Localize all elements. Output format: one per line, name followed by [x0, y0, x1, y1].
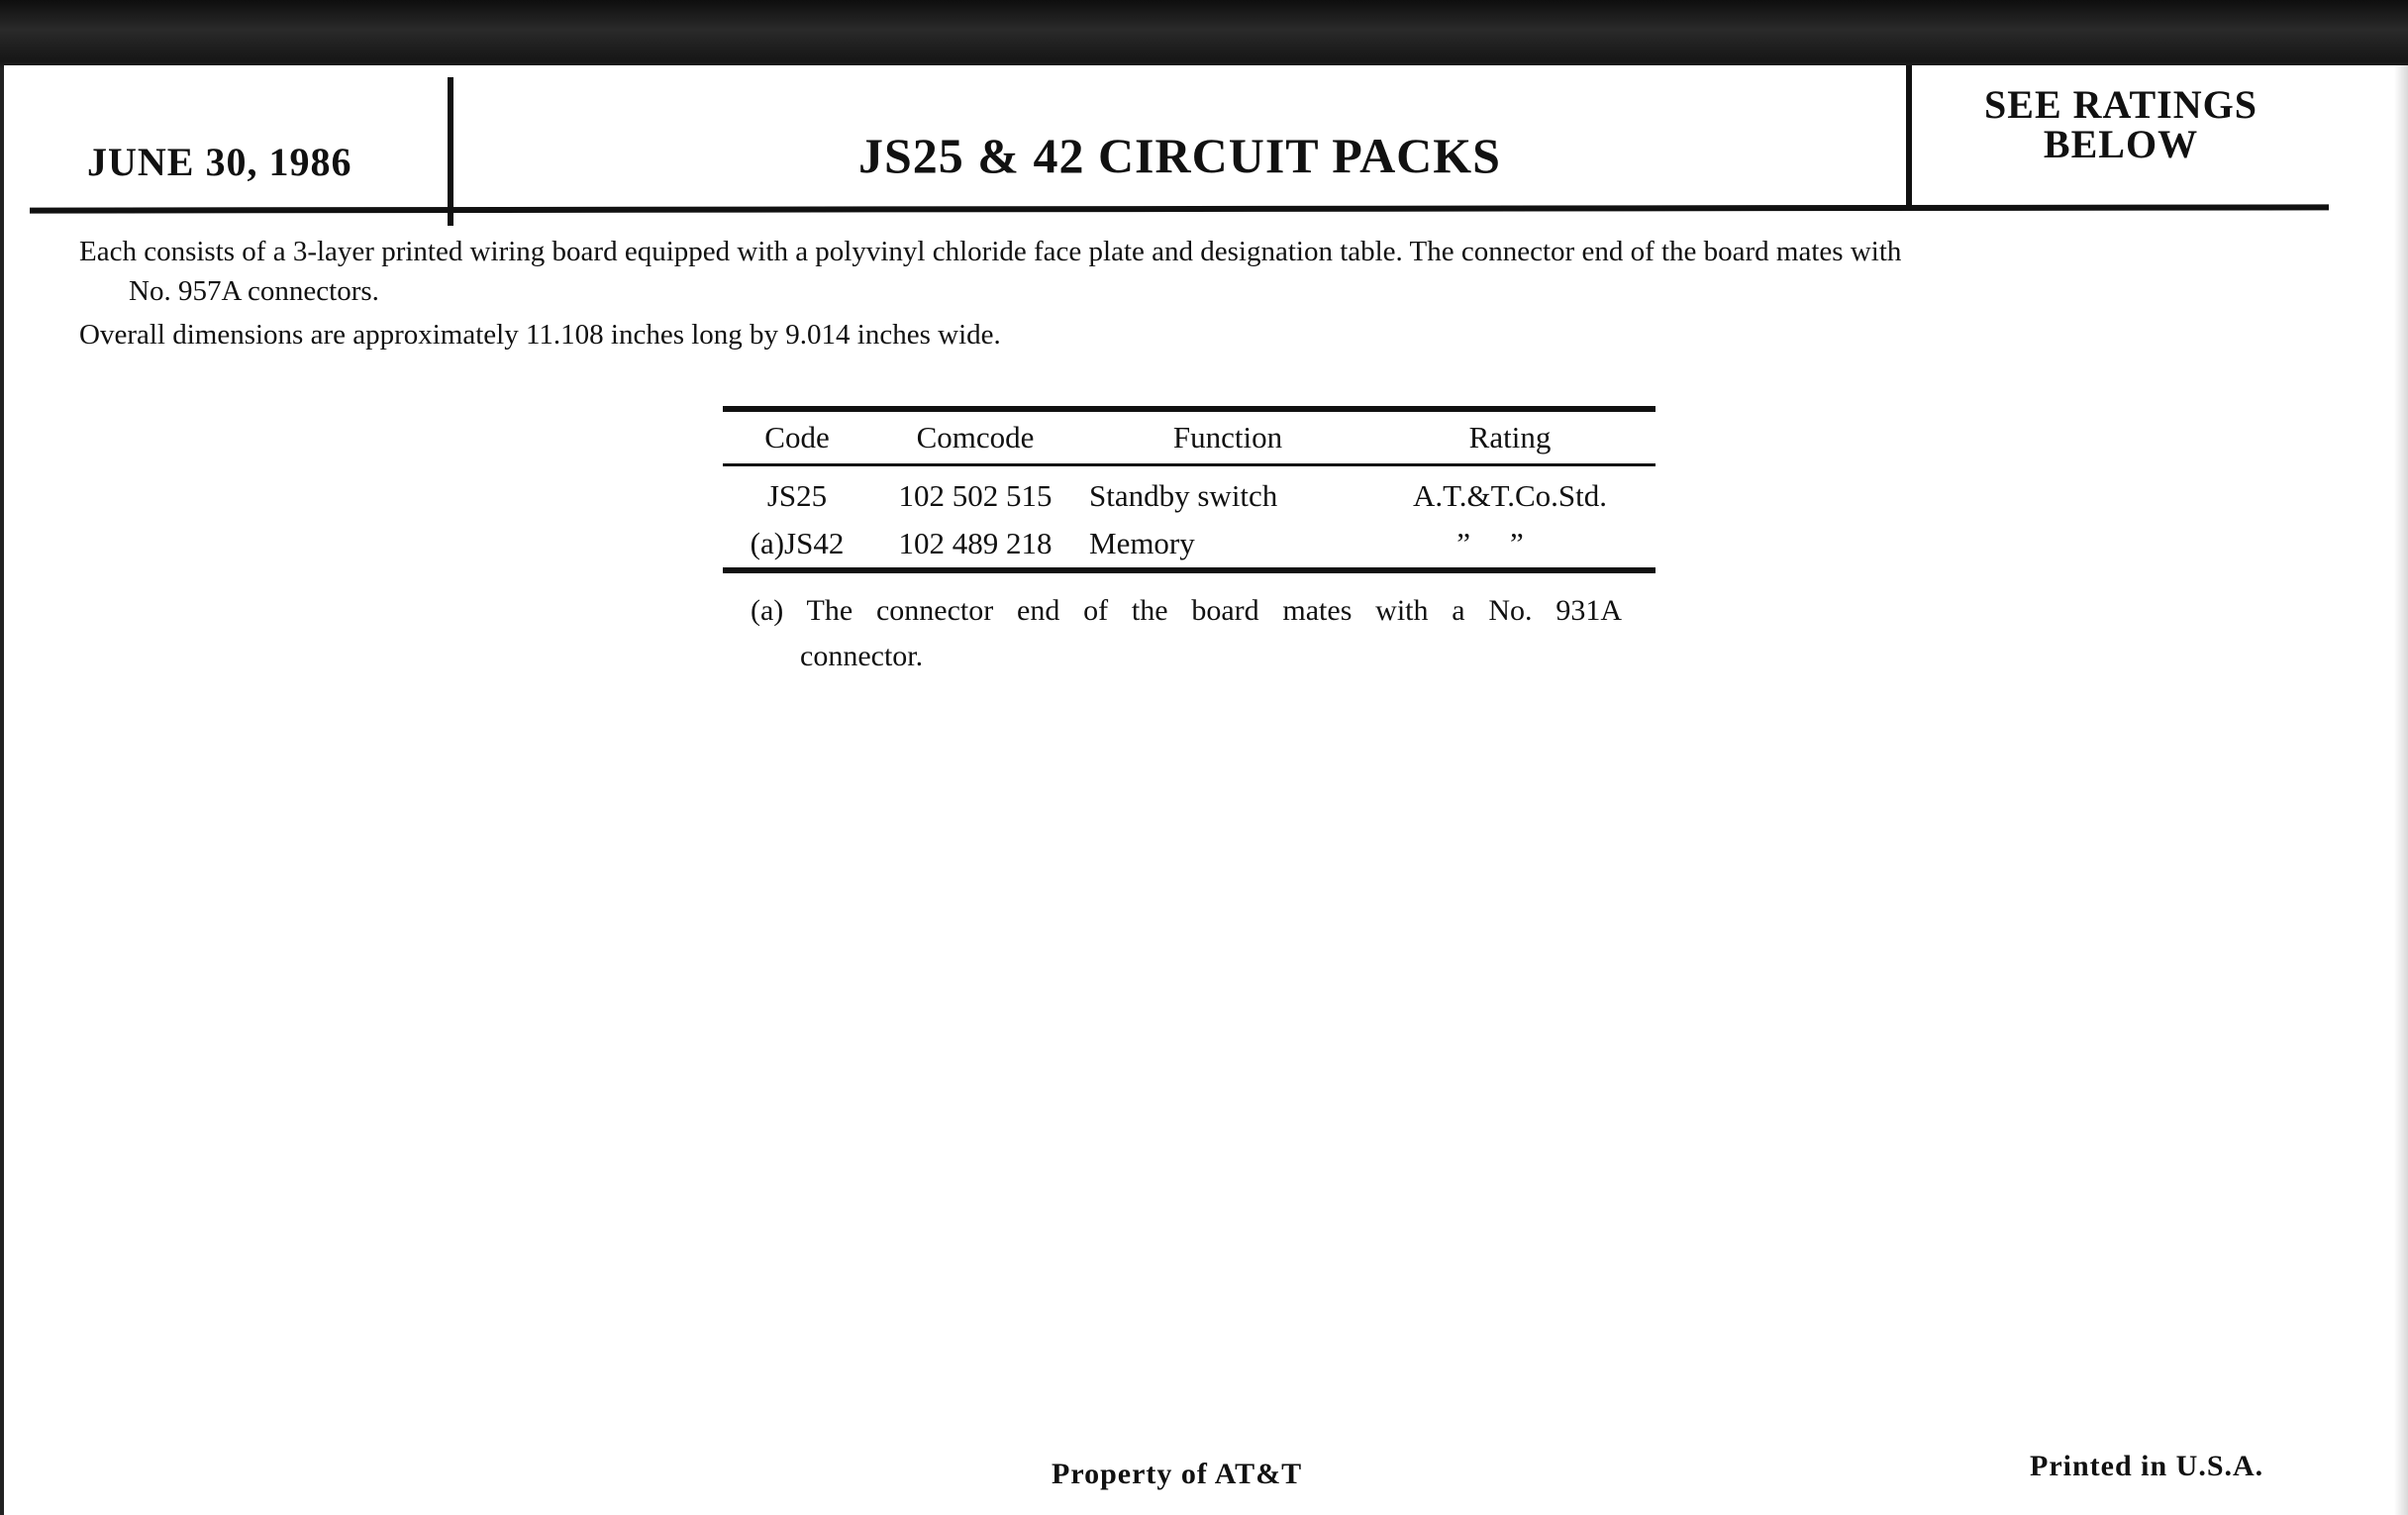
print-origin: Printed in U.S.A. — [2030, 1450, 2264, 1482]
row2-rating: ”” — [1456, 526, 1563, 560]
table-row — [723, 470, 1656, 518]
ratings-note-line2: BELOW — [2043, 122, 2199, 166]
spec-table — [723, 406, 1656, 573]
header-rating: Rating — [1468, 420, 1552, 454]
header-comcode: Comcode — [916, 420, 1035, 454]
row1-function: Standby switch — [1089, 478, 1278, 513]
row2-function: Memory — [1089, 526, 1195, 560]
table-header-row — [723, 412, 1656, 463]
table-footnote-continuation: connector. — [800, 640, 924, 672]
dimensions-paragraph: Overall dimensions are approximately 11.108 inches long by 9.014 inches wide. — [79, 319, 1001, 351]
ratings-note — [1913, 82, 2329, 166]
page-edge-shadow — [2394, 65, 2408, 1515]
row1-code: JS25 — [766, 478, 828, 513]
header-code: Code — [764, 420, 830, 454]
table-bottom-rule — [723, 567, 1656, 573]
table-body — [723, 466, 1656, 567]
table-footnote: (a) The connector end of the board mates with a No. 931A — [751, 594, 1622, 627]
ownership-notice: Property of AT&T — [1052, 1458, 1303, 1490]
description-paragraph — [79, 232, 2307, 311]
page-title: JS25 & 42 CIRCUIT PACKS — [857, 128, 1501, 183]
ratings-note-line1: SEE RATINGS — [1984, 82, 2258, 127]
row1-rating: A.T.&T.Co.Std. — [1412, 478, 1608, 513]
spec-card — [4, 65, 2408, 1515]
header-function: Function — [1172, 420, 1283, 454]
row2-code: (a)JS42 — [750, 526, 845, 560]
description-line1-continuation: No. 957A connectors. — [129, 275, 379, 307]
row2-comcode: 102 489 218 — [898, 526, 1053, 560]
table-row — [723, 518, 1656, 565]
row1-comcode: 102 502 515 — [898, 478, 1053, 513]
header-rule — [30, 204, 2329, 213]
description-line1: Each consists of a 3-layer printed wiring board equipped with a polyvinyl chloride face plate and designation table. The connector end of the board mates with — [79, 236, 1902, 267]
header-divider-right — [1906, 65, 1912, 210]
issue-date: JUNE 30, 1986 — [87, 140, 352, 184]
